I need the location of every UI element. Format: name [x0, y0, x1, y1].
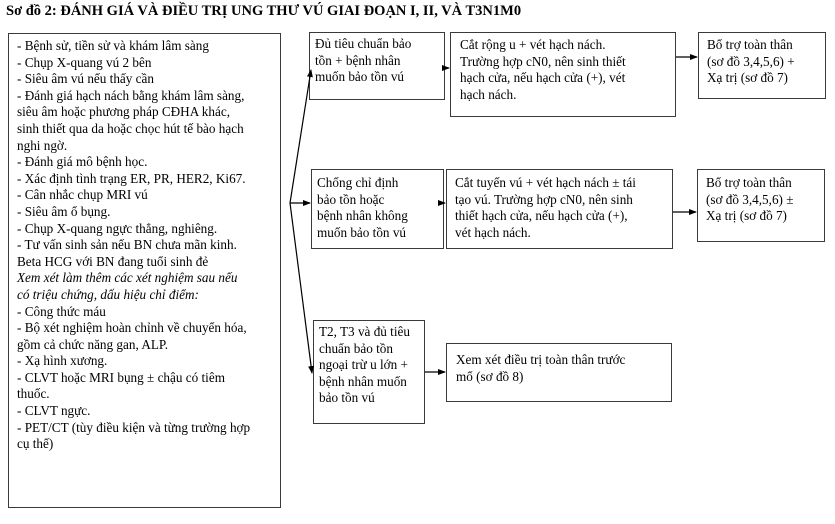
- treatment-box-neoadjuvant: [446, 343, 672, 402]
- condition-box-conserve: [309, 32, 445, 100]
- workup-item-line: thuốc.: [17, 386, 50, 402]
- condition-box-t2-t3: [313, 320, 425, 424]
- box-text-line: thiết hạch cửa, nếu hạch cửa (+),: [455, 208, 628, 224]
- workup-note-line: Xem xét làm thêm các xét nghiệm sau nếu: [17, 270, 238, 286]
- workup-item-line: sinh thiết qua da hoặc chọc hút tế bào hạch: [17, 120, 244, 136]
- box-text-line: Xem xét điều trị toàn thân trước: [456, 352, 626, 367]
- box-text-line: Xạ trị (sơ đồ 7): [706, 208, 787, 224]
- box-text-line: ngoại trừ u lớn +: [319, 357, 408, 373]
- workup-item-line: - PET/CT (tùy điều kiện và từng trường hợp: [17, 419, 251, 435]
- workup-item-line: - Đánh giá mô bệnh học.: [17, 154, 148, 170]
- workup-item-line: - Công thức máu: [17, 303, 106, 319]
- box-text-line: bệnh nhân muốn: [319, 373, 407, 389]
- box-text-line: muốn bảo tồn vú: [315, 69, 405, 85]
- workup-note-line: có triệu chứng, dấu hiệu chỉ điểm:: [17, 286, 199, 302]
- workup-item-line: - Chụp X-quang vú 2 bên: [17, 54, 152, 70]
- result-box-adjuvant-radiotherapy: [698, 32, 826, 99]
- box-text-line: hạch nách.: [460, 86, 517, 102]
- box-text-line: muốn bảo tồn vú: [317, 224, 407, 240]
- workup-item-line: Beta HCG với BN đang tuổi sinh đẻ: [17, 253, 209, 269]
- box-text-line: (sơ đồ 3,4,5,6) ±: [706, 191, 794, 207]
- workup-item-line: cụ thể): [17, 436, 54, 452]
- box-text-line: bảo tồn vú: [319, 390, 375, 406]
- box-text-line: bảo tồn hoặc: [317, 191, 385, 207]
- workup-item-line: - Siêu âm ổ bụng.: [17, 203, 111, 219]
- workup-item-line: - Siêu âm vú nếu thấy cần: [17, 71, 154, 87]
- box-text-line: Cắt rộng u + vét hạch nách.: [460, 37, 606, 52]
- box-text-line: bệnh nhân không: [317, 208, 408, 224]
- workup-item-line: siêu âm hoặc phương pháp CĐHA khác,: [17, 104, 230, 120]
- arrow-workup-to-conserve: [290, 70, 311, 203]
- workup-item-line: - CLVT ngực.: [17, 403, 91, 419]
- workup-item-line: gồm cả chức năng gan, ALP.: [17, 336, 169, 352]
- workup-item-line: - Chụp X-quang ngực thẳng, nghiêng.: [17, 220, 218, 236]
- condition-box-contraindicated: [311, 169, 444, 249]
- workup-item-line: - Tư vấn sinh sản nếu BN chưa mãn kinh.: [17, 237, 237, 253]
- box-text-line: Trường hợp cN0, nên sinh thiết: [460, 53, 626, 69]
- workup-item-line: - Xác định tình trạng ER, PR, HER2, Ki67.: [17, 170, 246, 186]
- workup-item-line: - Bộ xét nghiệm hoàn chỉnh về chuyển hóa,: [17, 320, 247, 336]
- box-text-line: tồn + bệnh nhân: [315, 52, 401, 68]
- treatment-box-mastectomy: [446, 169, 673, 249]
- box-text-line: Xạ trị (sơ đồ 7): [707, 70, 788, 86]
- result-box-adjuvant-optional-radiotherapy: [697, 169, 825, 242]
- workup-item-line: - Xạ hình xương.: [17, 353, 108, 369]
- workup-item-line: - Cân nhắc chụp MRI vú: [17, 187, 148, 203]
- box-text-line: (sơ đồ 3,4,5,6) +: [707, 53, 795, 69]
- box-text-line: Chống chỉ định: [317, 175, 399, 190]
- box-text-line: chuẩn bảo tồn: [319, 340, 393, 356]
- box-text-line: Đủ tiêu chuẩn bảo: [315, 36, 412, 51]
- workup-item-line: nghi ngờ.: [17, 137, 68, 153]
- box-text-line: T2, T3 và đủ tiêu: [319, 324, 410, 339]
- box-text-line: tạo vú. Trường hợp cN0, nên sinh: [455, 191, 633, 207]
- workup-item-line: - CLVT hoặc MRI bụng ± chậu có tiêm: [17, 369, 225, 385]
- box-text-line: Bổ trợ toàn thân: [706, 175, 792, 190]
- box-text-line: vét hạch nách.: [455, 224, 531, 240]
- box-text-line: mổ (sơ đồ 8): [456, 368, 524, 384]
- workup-item-line: - Bệnh sử, tiền sử và khám lâm sàng: [17, 38, 209, 53]
- workup-box: [8, 33, 281, 508]
- arrow-workup-to-t2-t3: [290, 203, 312, 373]
- treatment-box-lumpectomy: [450, 32, 676, 117]
- box-text-line: Cắt tuyến vú + vét hạch nách ± tái: [455, 175, 636, 190]
- diagram-title: Sơ đồ 2: ĐÁNH GIÁ VÀ ĐIỀU TRỊ UNG THƯ VÚ GIAI ĐOẠN I, II, VÀ T3N1M0: [6, 3, 522, 19]
- workup-item-line: - Đánh giá hạch nách bằng khám lâm sàng,: [17, 87, 245, 103]
- box-text-line: hạch cửa, nếu hạch cửa (+), vét: [460, 70, 626, 86]
- box-text-line: Bổ trợ toàn thân: [707, 37, 793, 52]
